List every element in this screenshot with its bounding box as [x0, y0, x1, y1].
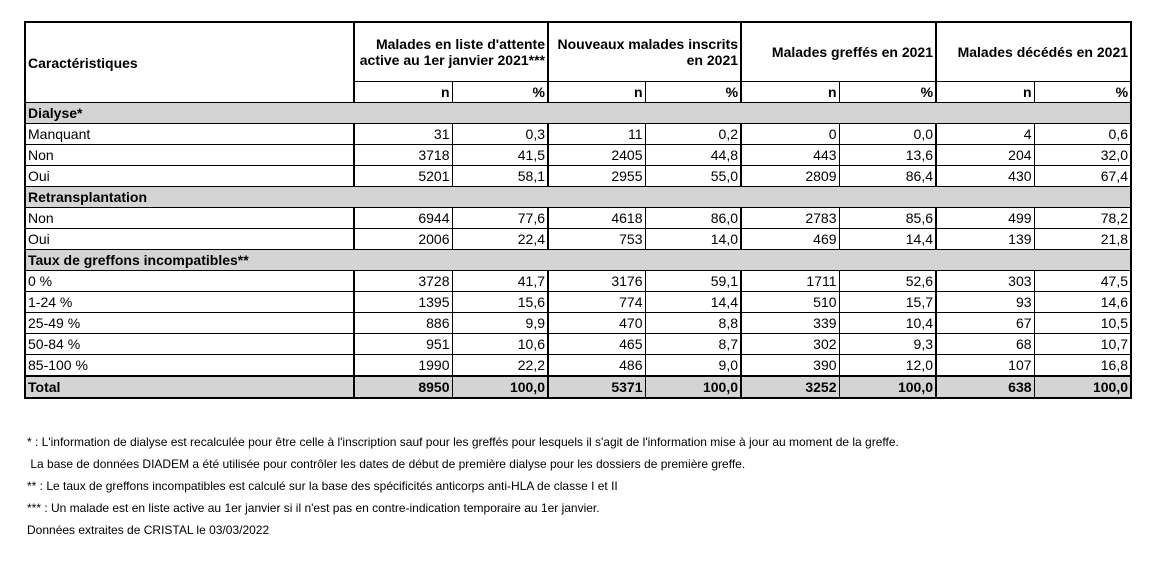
cell-pct: 8,7: [645, 334, 741, 355]
row-label: Oui: [25, 229, 354, 250]
subheader-pct: %: [452, 82, 548, 103]
cell-pct: 10,7: [1034, 334, 1131, 355]
cell-n: 774: [548, 292, 645, 313]
cell-pct: 77,6: [452, 208, 548, 229]
section-row: [25, 103, 1131, 124]
characteristics-table: [24, 21, 1132, 399]
cell-pct: 14,4: [839, 229, 936, 250]
cell-n: 107: [936, 355, 1034, 377]
cell-n: 4: [936, 124, 1034, 145]
cell-pct: 8,8: [645, 313, 741, 334]
cell-n: 5201: [354, 166, 452, 187]
cell-n: 499: [936, 208, 1034, 229]
cell-n: 339: [741, 313, 839, 334]
table-row: [25, 229, 1131, 250]
cell-n: 3718: [354, 145, 452, 166]
cell-n: 31: [354, 124, 452, 145]
cell-pct: 58,1: [452, 166, 548, 187]
total-label: Total: [25, 376, 354, 398]
cell-n: 430: [936, 166, 1034, 187]
cell-pct: 59,1: [645, 271, 741, 292]
table-row: [25, 292, 1131, 313]
cell-n: 303: [936, 271, 1034, 292]
cell-pct: 85,6: [839, 208, 936, 229]
total-pct: 100,0: [839, 376, 936, 398]
cell-pct: 15,6: [452, 292, 548, 313]
table-row: [25, 271, 1131, 292]
total-pct: 100,0: [1034, 376, 1131, 398]
cell-n: 465: [548, 334, 645, 355]
cell-pct: 22,4: [452, 229, 548, 250]
cell-pct: 22,2: [452, 355, 548, 377]
table-row: [25, 313, 1131, 334]
total-n: 5371: [548, 376, 645, 398]
section-row: [25, 187, 1131, 208]
group-header-transplanted: Malades greffés en 2021: [741, 22, 936, 82]
cell-n: 390: [741, 355, 839, 377]
table-row: [25, 334, 1131, 355]
total-row: [25, 376, 1131, 398]
cell-pct: 9,0: [645, 355, 741, 377]
cell-n: 6944: [354, 208, 452, 229]
header-row: [25, 22, 1131, 82]
row-label: 1-24 %: [25, 292, 354, 313]
footnote-incompatible-grafts: ** : Le taux de greffons incompatibles est calculé sur la base des spécificités anticorps anti-HLA de classe I et II: [27, 479, 618, 493]
table-row: [25, 166, 1131, 187]
cell-pct: 14,0: [645, 229, 741, 250]
footnote-source: Données extraites de CRISTAL le 03/03/2022: [27, 523, 270, 537]
cell-pct: 10,6: [452, 334, 548, 355]
table-row: [25, 208, 1131, 229]
row-label: Non: [25, 208, 354, 229]
row-label: 25-49 %: [25, 313, 354, 334]
cell-n: 469: [741, 229, 839, 250]
subheader-pct: %: [1034, 82, 1131, 103]
cell-n: 0: [741, 124, 839, 145]
total-n: 8950: [354, 376, 452, 398]
group-header-waiting-list: Malades en liste d'attente active au 1er janvier 2021***: [354, 22, 548, 82]
subheader-n: n: [936, 82, 1034, 103]
cell-n: 510: [741, 292, 839, 313]
cell-pct: 9,3: [839, 334, 936, 355]
cell-pct: 55,0: [645, 166, 741, 187]
subheader-pct: %: [839, 82, 936, 103]
cell-n: 470: [548, 313, 645, 334]
cell-n: 68: [936, 334, 1034, 355]
cell-pct: 47,5: [1034, 271, 1131, 292]
cell-n: 1395: [354, 292, 452, 313]
section-title: Taux de greffons incompatibles**: [25, 250, 1131, 271]
cell-n: 486: [548, 355, 645, 377]
row-label: Oui: [25, 166, 354, 187]
cell-pct: 41,5: [452, 145, 548, 166]
total-n: 638: [936, 376, 1034, 398]
row-label: 50-84 %: [25, 334, 354, 355]
cell-pct: 0,3: [452, 124, 548, 145]
row-label: 85-100 %: [25, 355, 354, 377]
cell-n: 4618: [548, 208, 645, 229]
table-row: [25, 145, 1131, 166]
cell-n: 2405: [548, 145, 645, 166]
subheader-n: n: [741, 82, 839, 103]
cell-pct: 13,6: [839, 145, 936, 166]
cell-pct: 10,4: [839, 313, 936, 334]
section-title: Dialyse*: [25, 103, 1131, 124]
cell-pct: 14,4: [645, 292, 741, 313]
cell-pct: 21,8: [1034, 229, 1131, 250]
cell-n: 3728: [354, 271, 452, 292]
characteristics-header: Caractéristiques: [25, 22, 354, 103]
cell-pct: 41,7: [452, 271, 548, 292]
cell-pct: 14,6: [1034, 292, 1131, 313]
section-row: [25, 250, 1131, 271]
cell-pct: 78,2: [1034, 208, 1131, 229]
cell-n: 886: [354, 313, 452, 334]
cell-pct: 52,6: [839, 271, 936, 292]
cell-n: 2783: [741, 208, 839, 229]
row-label: Non: [25, 145, 354, 166]
cell-pct: 32,0: [1034, 145, 1131, 166]
cell-n: 443: [741, 145, 839, 166]
table-row: [25, 355, 1131, 377]
group-header-deceased: Malades décédés en 2021: [936, 22, 1131, 82]
cell-pct: 86,4: [839, 166, 936, 187]
total-pct: 100,0: [452, 376, 548, 398]
cell-pct: 12,0: [839, 355, 936, 377]
cell-n: 2809: [741, 166, 839, 187]
footnotes: [27, 431, 899, 541]
cell-n: 1711: [741, 271, 839, 292]
section-title: Retransplantation: [25, 187, 1131, 208]
cell-n: 11: [548, 124, 645, 145]
cell-pct: 15,7: [839, 292, 936, 313]
cell-n: 3176: [548, 271, 645, 292]
subheader-pct: %: [645, 82, 741, 103]
cell-n: 2955: [548, 166, 645, 187]
cell-pct: 67,4: [1034, 166, 1131, 187]
cell-pct: 9,9: [452, 313, 548, 334]
table-body: [25, 103, 1131, 399]
cell-pct: 10,5: [1034, 313, 1131, 334]
total-n: 3252: [741, 376, 839, 398]
footnote-active-list: *** : Un malade est en liste active au 1er janvier si il n'est pas en contre-indication temporaire au 1er janvier.: [27, 501, 600, 515]
row-label: 0 %: [25, 271, 354, 292]
cell-n: 139: [936, 229, 1034, 250]
footnote-diadem: La base de données DIADEM a été utilisée pour contrôler les dates de début de première dialyse pour les dossiers de première greffe.: [27, 457, 746, 471]
cell-n: 302: [741, 334, 839, 355]
cell-pct: 86,0: [645, 208, 741, 229]
cell-n: 67: [936, 313, 1034, 334]
total-pct: 100,0: [645, 376, 741, 398]
footnote-dialysis: * : L'information de dialyse est recalculée pour être celle à l'inscription sauf pour les greffés pour lesquels il s'agit de l'information mise à jour au moment de la greffe.: [27, 435, 899, 449]
subheader-n: n: [548, 82, 645, 103]
cell-pct: 0,0: [839, 124, 936, 145]
cell-n: 1990: [354, 355, 452, 377]
cell-pct: 16,8: [1034, 355, 1131, 377]
cell-n: 204: [936, 145, 1034, 166]
cell-pct: 0,6: [1034, 124, 1131, 145]
row-label: Manquant: [25, 124, 354, 145]
group-header-new-registrations: Nouveaux malades inscrits en 2021: [548, 22, 741, 82]
cell-n: 753: [548, 229, 645, 250]
subheader-n: n: [354, 82, 452, 103]
table-row: [25, 124, 1131, 145]
cell-pct: 44,8: [645, 145, 741, 166]
cell-n: 951: [354, 334, 452, 355]
cell-n: 2006: [354, 229, 452, 250]
cell-n: 93: [936, 292, 1034, 313]
cell-pct: 0,2: [645, 124, 741, 145]
